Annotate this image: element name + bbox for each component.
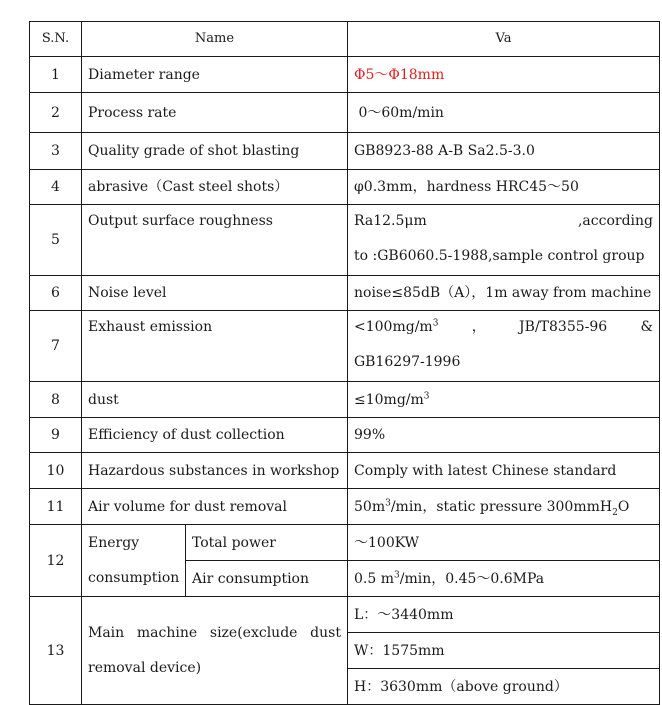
emission-limit bbox=[354, 318, 438, 336]
row-name: Hazardous substances in workshop bbox=[82, 453, 348, 489]
row-sn: 5 bbox=[30, 205, 82, 276]
table-row bbox=[30, 597, 660, 633]
row-sn: 4 bbox=[30, 170, 82, 205]
energy-label-a: Energy bbox=[88, 534, 140, 551]
size-word-e: removal device) bbox=[88, 659, 202, 676]
sub-row-label: Total power bbox=[186, 525, 348, 561]
row-name: abrasive（Cast steel shots） bbox=[82, 170, 348, 205]
air-volume-sup: 3 bbox=[385, 497, 391, 508]
row-value bbox=[348, 382, 660, 418]
size-value: H：3630mm（above ground） bbox=[348, 669, 660, 705]
table-row bbox=[30, 170, 660, 205]
row-name: Process rate bbox=[82, 93, 348, 133]
emission-limit-text: <100mg/m bbox=[354, 319, 433, 335]
row-name bbox=[82, 525, 186, 597]
roughness-standard: to :GB6060.5-1988,sample control group bbox=[354, 248, 645, 264]
table-row bbox=[30, 382, 660, 418]
emission-limit-sup: 3 bbox=[432, 318, 439, 329]
row-value bbox=[348, 311, 660, 382]
table-row bbox=[30, 205, 660, 276]
row-sn: 8 bbox=[30, 382, 82, 418]
energy-label-b: consumption bbox=[88, 569, 180, 586]
sub-row-value bbox=[348, 561, 660, 597]
row-name: Output surface roughness bbox=[82, 205, 348, 276]
row-name: Air volume for dust removal bbox=[82, 489, 348, 525]
table-row bbox=[30, 93, 660, 133]
row-name: Exhaust emission bbox=[82, 311, 348, 382]
row-sn: 7 bbox=[30, 311, 82, 382]
table-row bbox=[30, 311, 660, 382]
size-word-b: machine bbox=[136, 624, 198, 641]
spec-table bbox=[29, 21, 660, 705]
row-value bbox=[348, 205, 660, 276]
row-name: dust bbox=[82, 382, 348, 418]
table-header-row bbox=[30, 22, 660, 57]
air-consumption-a: 0.5 m bbox=[354, 570, 394, 587]
size-word-c: size(exclude bbox=[209, 624, 298, 641]
roughness-according: ,according bbox=[577, 213, 653, 229]
row-sn: 13 bbox=[30, 597, 82, 705]
table-row bbox=[30, 453, 660, 489]
row-sn: 6 bbox=[30, 276, 82, 311]
air-volume-b: /min，static pressure 300mmH bbox=[390, 498, 613, 515]
row-value: 99% bbox=[348, 418, 660, 453]
size-value: W：1575mm bbox=[348, 633, 660, 669]
size-word-a: Main bbox=[88, 624, 125, 641]
table-row bbox=[30, 418, 660, 453]
air-consumption-sup: 3 bbox=[394, 569, 400, 580]
row-value: Comply with latest Chinese standard bbox=[348, 453, 660, 489]
row-sn: 10 bbox=[30, 453, 82, 489]
air-consumption-b: /min，0.45～0.6MPa bbox=[399, 570, 545, 587]
row-name bbox=[82, 597, 348, 705]
emission-standard-b: GB16297-1996 bbox=[354, 354, 461, 370]
table-row bbox=[30, 57, 660, 93]
row-sn: 1 bbox=[30, 57, 82, 93]
air-volume-a: 50m bbox=[354, 498, 386, 515]
roughness-value: Ra12.5μm bbox=[354, 213, 427, 229]
header-name: Name bbox=[82, 22, 348, 57]
air-volume-c: O bbox=[617, 498, 630, 515]
row-value: 0～60m/min bbox=[348, 93, 660, 133]
row-name: Quality grade of shot blasting bbox=[82, 133, 348, 170]
dust-value: ≤10mg/m bbox=[354, 391, 424, 408]
table-row bbox=[30, 489, 660, 525]
emission-standard-a: JB/T8355-96 bbox=[519, 319, 608, 335]
header-value: Va bbox=[348, 22, 660, 57]
row-value: GB8923-88 A-B Sa2.5-3.0 bbox=[348, 133, 660, 170]
row-name: Noise level bbox=[82, 276, 348, 311]
row-sn: 3 bbox=[30, 133, 82, 170]
table-row bbox=[30, 133, 660, 170]
table-row bbox=[30, 525, 660, 561]
table-row bbox=[30, 276, 660, 311]
size-value: L：～3440mm bbox=[348, 597, 660, 633]
header-sn: S.N. bbox=[30, 22, 82, 57]
sub-row-label: Air consumption bbox=[186, 561, 348, 597]
row-value: noise≤85dB（A），1m away from machine bbox=[348, 276, 660, 311]
row-sn: 12 bbox=[30, 525, 82, 597]
dust-value-sup: 3 bbox=[423, 390, 430, 401]
sub-row-value: ～100KW bbox=[348, 525, 660, 561]
emission-ampersand: & bbox=[640, 319, 653, 335]
row-name: Efficiency of dust collection bbox=[82, 418, 348, 453]
row-sn: 2 bbox=[30, 93, 82, 133]
row-sn: 11 bbox=[30, 489, 82, 525]
emission-comma: ， bbox=[471, 319, 486, 335]
row-name: Diameter range bbox=[82, 57, 348, 93]
size-word-d: dust bbox=[310, 624, 341, 641]
row-value bbox=[348, 489, 660, 525]
air-volume-sub: 2 bbox=[612, 507, 618, 518]
row-value: φ0.3mm，hardness HRC45～50 bbox=[348, 170, 660, 205]
row-value: Φ5～Φ18mm bbox=[348, 57, 660, 93]
row-sn: 9 bbox=[30, 418, 82, 453]
